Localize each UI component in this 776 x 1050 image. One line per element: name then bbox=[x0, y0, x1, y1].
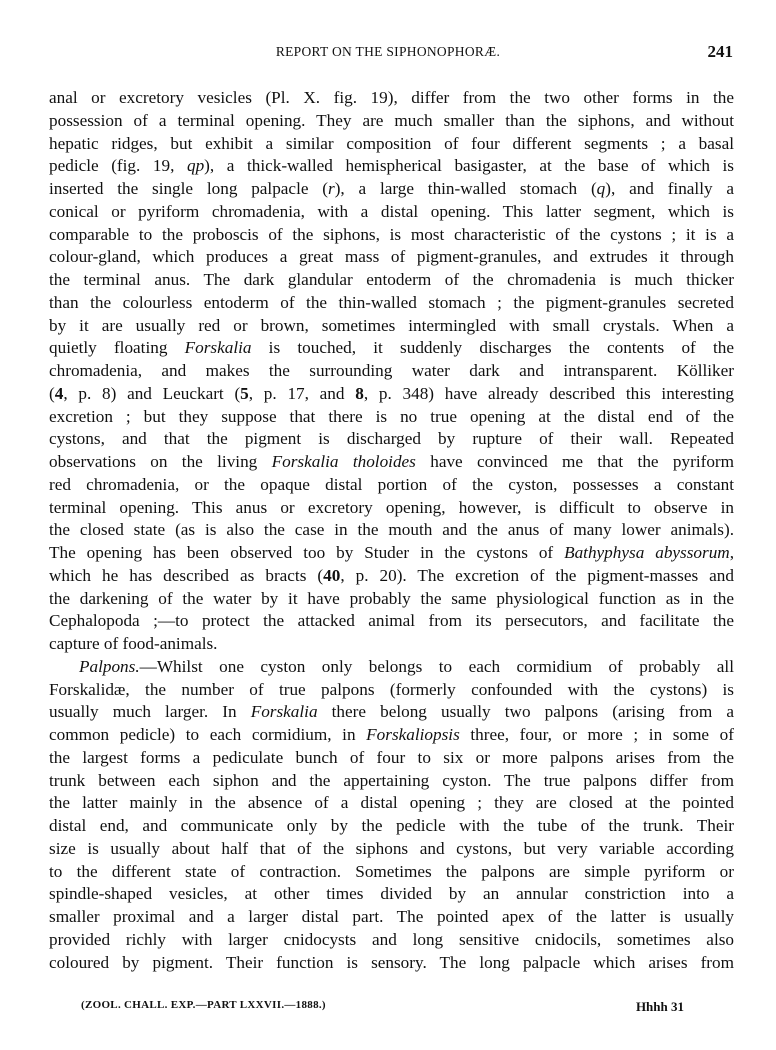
text-line bbox=[49, 679, 734, 702]
text-segment: cystons, and that the pigment is discharged by rupture of their wall. Repeated bbox=[49, 429, 734, 449]
page-header bbox=[0, 42, 776, 64]
text-segment: quietly floating bbox=[49, 338, 185, 358]
italic-term: qp bbox=[186, 156, 205, 176]
text-line bbox=[49, 497, 734, 520]
text-segment: trunk between each siphon and the appertaining cyston. The true palpons differ from bbox=[49, 770, 734, 790]
text-segment: the terminal anus. The dark glandular entoderm of the chromadenia is much thicker bbox=[49, 270, 734, 289]
text-line bbox=[49, 565, 734, 588]
text-line bbox=[49, 360, 734, 383]
text-segment: observations on the living bbox=[49, 452, 272, 471]
text-segment: capture of food-animals. bbox=[49, 634, 218, 653]
text-line bbox=[49, 883, 734, 906]
text-line bbox=[49, 747, 734, 770]
text-segment: Forskalidæ, the number of true palpons (formerly confounded with the cystons) is bbox=[49, 679, 734, 699]
text-segment: there belong usually two palpons (arising from a bbox=[317, 702, 734, 722]
reference-number: 4 bbox=[54, 383, 64, 403]
text-line bbox=[49, 792, 734, 815]
text-line bbox=[49, 929, 734, 952]
text-line bbox=[49, 542, 734, 565]
text-line bbox=[49, 633, 734, 656]
text-line bbox=[49, 952, 734, 975]
text-line bbox=[49, 701, 734, 724]
text-line bbox=[49, 838, 734, 861]
paragraph bbox=[49, 87, 734, 656]
text-line bbox=[49, 656, 734, 679]
page-footer bbox=[0, 999, 776, 1019]
reference-number: 40 bbox=[323, 565, 341, 585]
italic-term: Forskaliopsis bbox=[366, 725, 460, 744]
text-segment: size is usually about half that of the siphons and cystons, but very variable according bbox=[49, 838, 734, 858]
body-text bbox=[49, 87, 734, 974]
text-segment: is touched, it suddenly discharges the contents of the bbox=[251, 338, 734, 358]
text-line bbox=[49, 383, 734, 406]
running-title: REPORT ON THE SIPHONOPHORÆ. bbox=[275, 44, 501, 59]
text-line bbox=[49, 815, 734, 838]
text-segment: , p. 8) and Leuckart ( bbox=[63, 383, 241, 403]
text-segment: common pedicle) to each cormidium, in bbox=[49, 725, 367, 744]
text-segment: distal end, and communicate only by the pedicle with the tube of the trunk. Their bbox=[49, 816, 734, 835]
text-segment: pedicle (fig. 19, bbox=[49, 156, 187, 176]
text-segment: than the colourless entoderm of the thin-walled stomach ; the pigment-granules secreted bbox=[49, 292, 734, 312]
text-segment: excretion ; but they suppose that there is no true opening at the distal end of the bbox=[49, 406, 734, 426]
paragraph bbox=[49, 656, 734, 975]
text-segment: the darkening of the water by it have probably the same physiological function as in the bbox=[49, 588, 734, 608]
text-segment: provided richly with larger cnidocysts and long sensitive cnidocils, sometimes also bbox=[49, 929, 734, 949]
italic-term: r bbox=[328, 179, 335, 198]
text-segment: possession of a terminal opening. They are much smaller than the siphons, and without bbox=[49, 110, 734, 130]
text-segment: coloured by pigment. Their function is sensory. The long palpacle which arises from bbox=[49, 952, 734, 972]
text-segment: comparable to the proboscis of the siphons, is most characteristic of the cystons ; it is a bbox=[49, 224, 734, 244]
text-line bbox=[49, 337, 734, 360]
series-note: (ZOOL. CHALL. EXP.—PART LXXVII.—1888.) bbox=[81, 999, 326, 1011]
reference-number: 8 bbox=[355, 383, 364, 403]
text-segment: by it are usually red or brown, sometimes intermingled with small crystals. When a bbox=[49, 315, 734, 335]
italic-term: q bbox=[596, 179, 606, 198]
text-segment: colour-gland, which produces a great mass of pigment-granules, and extrudes it through bbox=[49, 247, 734, 267]
text-line bbox=[49, 201, 734, 224]
italic-term: Forskalia tholoides bbox=[271, 452, 416, 471]
text-segment: spindle-shaped vesicles, at other times divided by an annular constriction into a bbox=[49, 884, 734, 904]
text-line bbox=[49, 178, 734, 201]
text-segment: ), a large thin-walled stomach ( bbox=[334, 179, 597, 198]
text-segment: ( bbox=[49, 383, 55, 403]
text-segment: the largest forms a pediculate bunch of four to six or more palpons arises from the bbox=[49, 747, 734, 767]
italic-term: Forskalia bbox=[184, 338, 252, 358]
text-line bbox=[49, 87, 734, 110]
text-line bbox=[49, 906, 734, 929]
text-segment: conical or pyriform chromadenia, with a distal opening. This latter segment, which is bbox=[49, 201, 734, 221]
text-segment: the closed state (as is also the case in the mouth and the anus of many lower animals). bbox=[49, 520, 734, 540]
text-segment: the latter mainly in the absence of a distal opening ; they are closed at the pointed bbox=[49, 793, 734, 813]
text-segment: Cephalopoda ;—to protect the attacked animal from its persecutors, and facilitate the bbox=[49, 611, 734, 631]
text-segment: terminal opening. This anus or excretory opening, however, is difficult to observe in bbox=[49, 497, 734, 517]
signature-mark: Hhhh 31 bbox=[635, 999, 684, 1014]
text-line bbox=[49, 224, 734, 247]
text-segment: smaller proximal and a larger distal part. The pointed apex of the latter is usually bbox=[49, 907, 734, 926]
text-segment: chromadenia, and makes the surrounding water dark and intransparent. Kölliker bbox=[49, 361, 734, 380]
text-segment: inserted the single long palpacle ( bbox=[49, 179, 328, 198]
text-line bbox=[49, 610, 734, 633]
text-line bbox=[49, 155, 734, 178]
text-line bbox=[49, 588, 734, 611]
text-line bbox=[49, 315, 734, 338]
italic-term: Bathyphysa abyssorum bbox=[564, 543, 730, 562]
text-segment: , p. 17, and bbox=[248, 383, 356, 403]
text-segment: , p. 348) have already described this interesting bbox=[363, 383, 734, 403]
italic-term: Palpons. bbox=[79, 656, 140, 676]
text-segment: , bbox=[729, 543, 735, 562]
text-segment: usually much larger. In bbox=[49, 702, 251, 722]
text-line bbox=[49, 474, 734, 497]
text-line bbox=[49, 406, 734, 429]
reference-number: 5 bbox=[240, 383, 249, 403]
italic-term: Forskalia bbox=[250, 702, 318, 722]
text-line bbox=[49, 110, 734, 133]
text-segment: hepatic ridges, but exhibit a similar composition of four different segments ; a basal bbox=[49, 133, 734, 153]
text-segment: have convinced me that the pyriform bbox=[415, 452, 735, 471]
text-line bbox=[49, 292, 734, 315]
text-segment: —Whilst one cyston only belongs to each cormidium of probably all bbox=[139, 656, 734, 676]
text-segment: red chromadenia, or the opaque distal portion of the cyston, possesses a constant bbox=[49, 474, 734, 494]
text-segment: to the different state of contraction. Sometimes the palpons are simple pyriform or bbox=[49, 861, 734, 881]
text-line bbox=[49, 519, 734, 542]
page-number: 241 bbox=[707, 42, 733, 61]
text-line bbox=[49, 133, 734, 156]
text-segment: ), a thick-walled hemispherical basigaster, at the base of which is bbox=[204, 156, 734, 176]
text-segment: which he has described as bracts ( bbox=[49, 565, 324, 585]
text-line bbox=[49, 861, 734, 884]
text-line bbox=[49, 451, 734, 474]
text-line bbox=[49, 724, 734, 747]
text-line bbox=[49, 428, 734, 451]
text-segment: ), and finally a bbox=[605, 179, 734, 198]
text-line bbox=[49, 770, 734, 793]
text-line bbox=[49, 269, 734, 292]
text-line bbox=[49, 246, 734, 269]
text-segment: , p. 20). The excretion of the pigment-masses and bbox=[340, 565, 734, 585]
text-segment: three, four, or more ; in some of bbox=[459, 725, 735, 744]
text-segment: The opening has been observed too by Studer in the cystons of bbox=[49, 543, 565, 562]
text-segment: anal or excretory vesicles (Pl. X. fig. 19), differ from the two other forms in the bbox=[49, 88, 734, 107]
